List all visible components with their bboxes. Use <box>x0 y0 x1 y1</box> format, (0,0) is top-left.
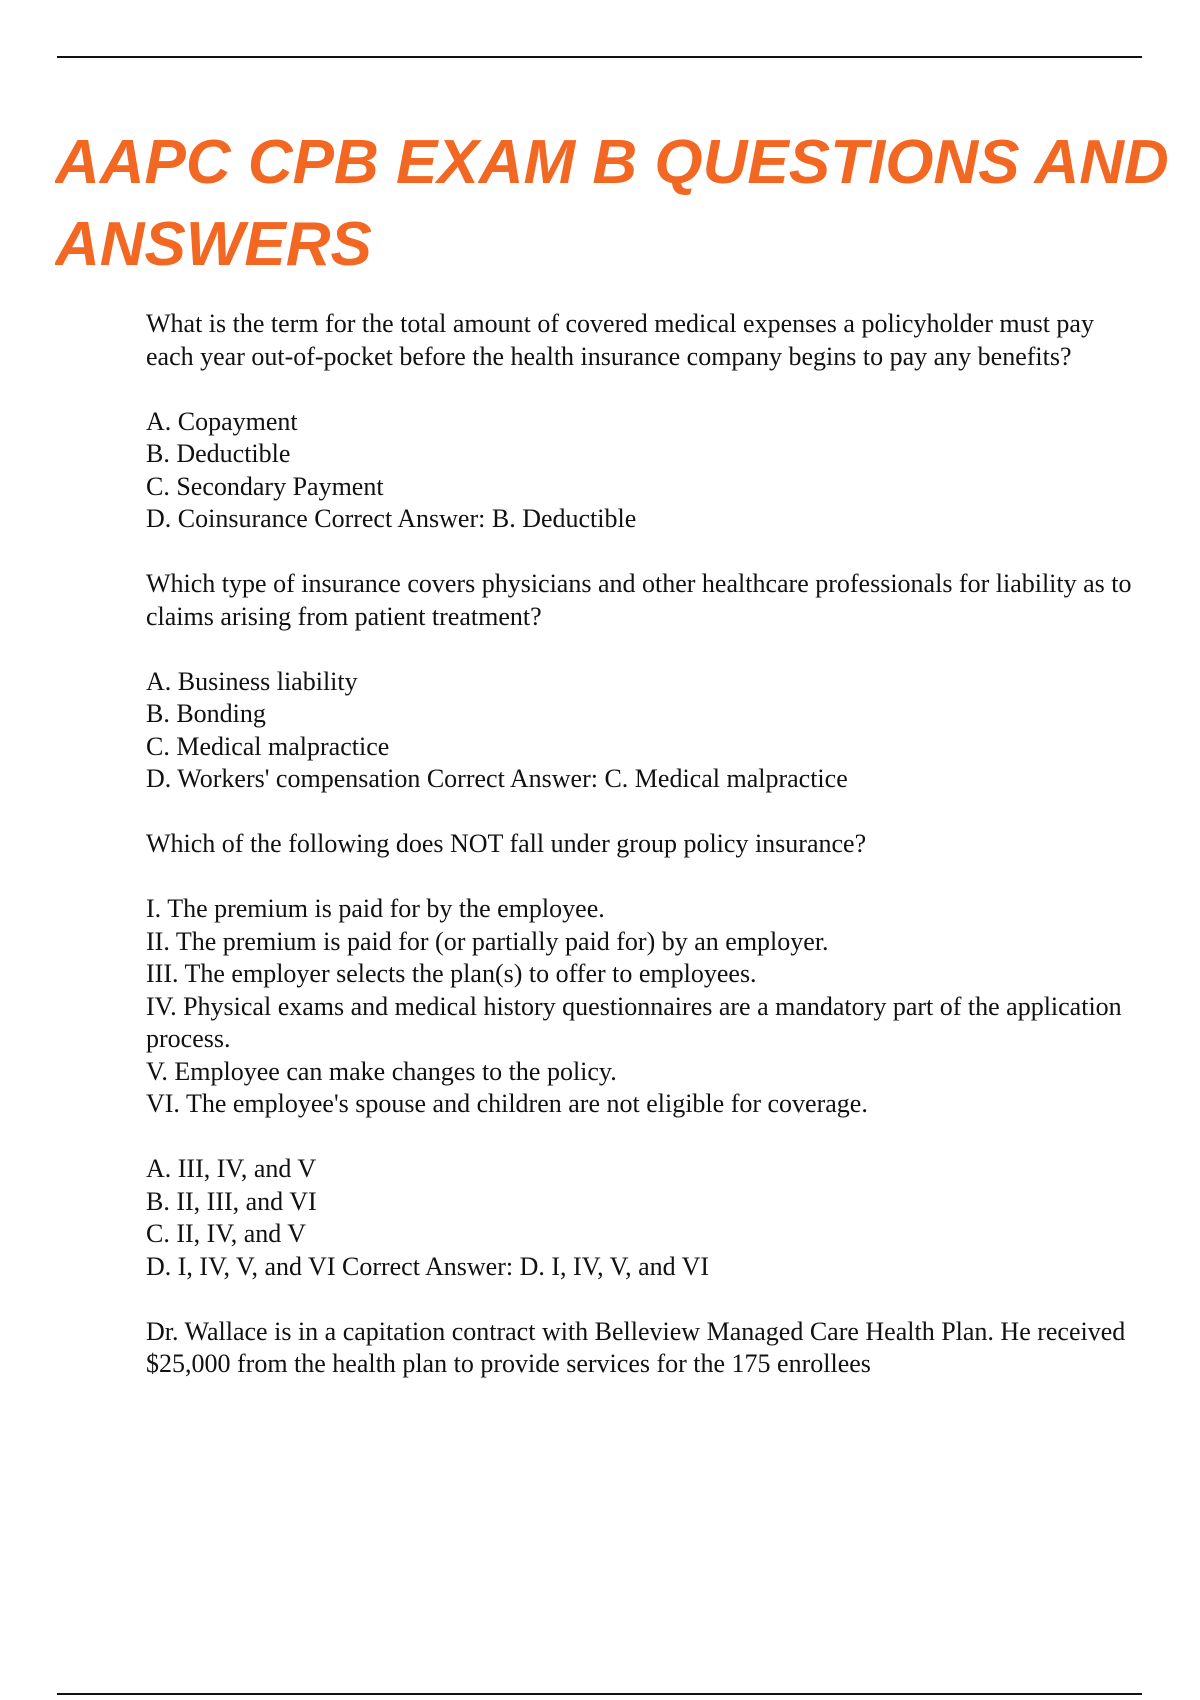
question-4-text: Dr. Wallace is in a capitation contract with Belleview Managed Care Health Plan. He received $25,000 from the health plan to provide services for the 175 enrollees <box>146 1316 1126 1378</box>
question-1-option-b: B. Deductible <box>146 439 291 468</box>
question-1-option-d-answer: D. Coinsurance Correct Answer: B. Deductible <box>146 504 637 533</box>
question-1-text: What is the term for the total amount of covered medical expenses a policyholder must pay each year out-of-pocket before the health insurance company begins to pay any benefits? <box>146 309 1094 371</box>
question-2-option-c: C. Medical malpractice <box>146 731 390 761</box>
question-3-option-b: B. II, III, and VI <box>146 1186 317 1216</box>
document-title <box>55 122 1200 286</box>
question-3-statement-3: III. The employer selects the plan(s) to offer to employees. <box>146 959 757 988</box>
question-2-option-d-answer: D. Workers' compensation Correct Answer: C. Medical malpractice <box>146 764 848 793</box>
question-3-statement-2: II. The premium is paid for (or partially paid for) by an employer. <box>146 926 829 956</box>
question-1-option-a: A. Copayment <box>146 406 298 436</box>
question-1-option-c: C. Secondary Payment <box>146 471 384 501</box>
question-3-statement-5: V. Employee can make changes to the policy. <box>146 1056 617 1086</box>
question-3-option-d-answer: D. I, IV, V, and VI Correct Answer: D. I, IV, V, and VI <box>146 1251 710 1281</box>
question-2-text: Which type of insurance covers physicians and other healthcare professionals for liability as to claims arising from patient treatment? <box>146 569 1132 631</box>
question-3-option-c: C. II, IV, and V <box>146 1219 307 1248</box>
question-2-option-a: A. Business liability <box>146 666 358 696</box>
question-3-statement-6: VI. The employee's spouse and children are not eligible for coverage. <box>146 1089 868 1118</box>
question-3-option-a: A. III, IV, and V <box>146 1154 317 1183</box>
question-3-text: Which of the following does NOT fall under group policy insurance? <box>146 829 867 858</box>
question-2-option-b: B. Bonding <box>146 699 266 728</box>
question-3-statement-1: I. The premium is paid for by the employee. <box>146 894 605 923</box>
title-line-1: AAPC CPB EXAM B QUESTIONS AND <box>55 128 1169 197</box>
title-line-2: ANSWERS <box>55 210 372 279</box>
document-body <box>146 308 1146 1381</box>
question-3-statement-4: IV. Physical exams and medical history questionnaires are a mandatory part of the application process. <box>146 991 1122 1053</box>
footer-rule <box>57 1693 1142 1695</box>
header-rule <box>57 56 1142 58</box>
